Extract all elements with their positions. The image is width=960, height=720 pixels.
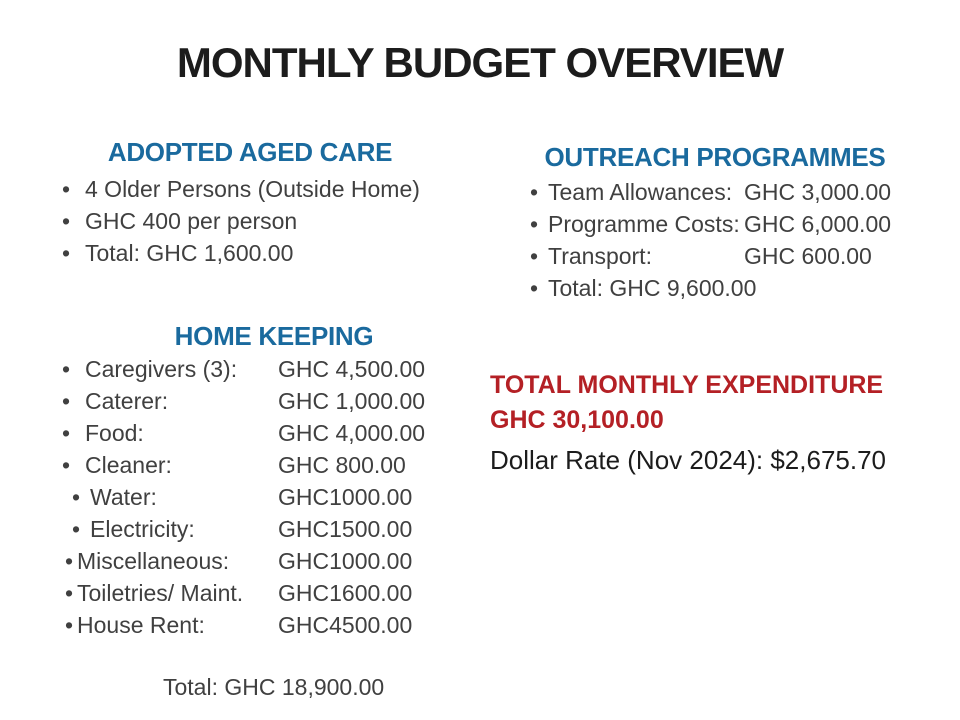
bullet-icon: • [530, 275, 539, 301]
right-column [480, 130, 950, 479]
bullet-icon: • [62, 452, 71, 478]
line-label: Food: [85, 420, 144, 446]
line-label: Team Allowances: [548, 179, 733, 205]
budget-line [40, 385, 460, 417]
budget-line [40, 545, 460, 577]
home-keeping-total: Total: GHC 18,900.00 [163, 674, 385, 700]
bullet-icon: • [62, 420, 71, 446]
line-label: Caterer: [85, 388, 169, 414]
bullet-icon: • [530, 179, 539, 205]
bullet-icon: • [62, 356, 71, 382]
bullet-icon: • [65, 548, 74, 574]
line-amount: GHC 6,000.00 [744, 211, 892, 237]
bullet-icon: • [72, 516, 81, 542]
line-amount: GHC 800.00 [278, 452, 406, 478]
budget-line [480, 176, 950, 208]
list-item [40, 205, 460, 237]
line-label: Programme Costs: [548, 211, 740, 237]
list-item [480, 272, 950, 304]
line-amount: GHC 4,500.00 [278, 356, 426, 382]
budget-line [40, 449, 460, 481]
line-amount: GHC4500.00 [278, 612, 413, 638]
section-heading-adopted-aged-care: ADOPTED AGED CARE [107, 137, 393, 167]
list-item-text: GHC 400 per person [85, 208, 298, 234]
budget-line [40, 513, 460, 545]
line-amount: GHC1000.00 [278, 548, 413, 574]
line-amount: GHC1600.00 [278, 580, 413, 606]
bullet-icon: • [62, 208, 71, 234]
bullet-icon: • [62, 388, 71, 414]
budget-line [40, 609, 460, 641]
bullet-icon: • [62, 240, 71, 266]
budget-line [40, 417, 460, 449]
list-item-text: 4 Older Persons (Outside Home) [85, 176, 420, 202]
total-expenditure-label: TOTAL MONTHLY EXPENDITURE [490, 371, 884, 399]
budget-line [480, 240, 950, 272]
line-label: Miscellaneous: [77, 548, 230, 574]
budget-line [40, 481, 460, 513]
dollar-rate-line: Dollar Rate (Nov 2024): $2,675.70 [490, 445, 887, 475]
line-label: Caregivers (3): [85, 356, 238, 382]
page-title: MONTHLY BUDGET OVERVIEW [176, 39, 784, 86]
bullet-icon: • [530, 211, 539, 237]
bullet-icon: • [72, 484, 81, 510]
left-column [40, 130, 460, 703]
bullet-icon: • [62, 176, 71, 202]
list-item-text: Total: GHC 9,600.00 [548, 275, 757, 301]
budget-line [40, 577, 460, 609]
list-item [40, 237, 460, 269]
line-amount: GHC1000.00 [278, 484, 413, 510]
list-item-text: Total: GHC 1,600.00 [85, 240, 294, 266]
outreach-programmes-list [480, 176, 950, 304]
line-label: Transport: [548, 243, 652, 269]
section-heading-home-keeping: HOME KEEPING [174, 321, 374, 351]
line-amount: GHC 600.00 [744, 243, 872, 269]
line-amount: GHC 4,000.00 [278, 420, 426, 446]
line-label: Cleaner: [85, 452, 172, 478]
list-item [40, 173, 460, 205]
bullet-icon: • [65, 612, 74, 638]
budget-line [480, 208, 950, 240]
line-label: Electricity: [90, 516, 195, 542]
bullet-icon: • [65, 580, 74, 606]
home-keeping-list [40, 353, 460, 641]
section-heading-outreach-programmes: OUTREACH PROGRAMMES [544, 142, 886, 172]
adopted-aged-care-list [40, 173, 460, 269]
budget-line [40, 353, 460, 385]
line-amount: GHC 1,000.00 [278, 388, 426, 414]
line-label: Water: [90, 484, 157, 510]
line-label: House Rent: [77, 612, 205, 638]
bullet-icon: • [530, 243, 539, 269]
total-expenditure-amount: GHC 30,100.00 [490, 406, 664, 434]
line-label: Toiletries/ Maint. [77, 580, 244, 606]
summary-block [480, 368, 950, 479]
line-amount: GHC 3,000.00 [744, 179, 892, 205]
line-amount: GHC1500.00 [278, 516, 413, 542]
